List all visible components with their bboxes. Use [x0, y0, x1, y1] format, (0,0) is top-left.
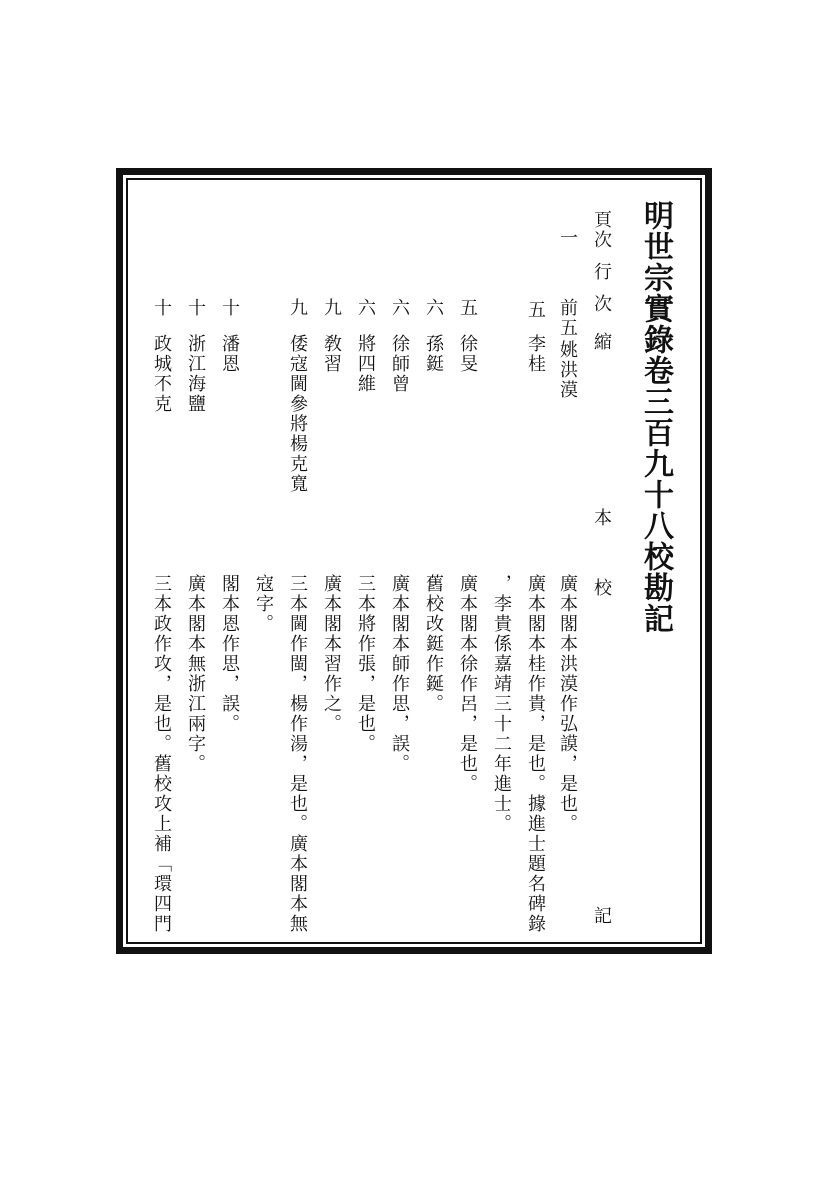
entry-note: 廣本閣本桂作貴，是也。據進士題名碑錄: [525, 574, 546, 934]
entry-note: 廣本閣本洪漠作弘謨，是也。: [557, 574, 578, 834]
entry-text: 浙江海鹽: [185, 334, 206, 414]
entry-page: 九: [321, 298, 342, 316]
entry-note: 廣本閣本徐作呂，是也。: [457, 574, 478, 794]
entry-note: 寇字。: [253, 574, 274, 634]
entry-text: 孫鋌: [423, 334, 444, 374]
header-check-label: 校: [591, 578, 612, 598]
entry-page: 六: [355, 298, 376, 316]
entry-note: 三本政作攻，是也。舊校攻上補「環四門: [151, 574, 172, 934]
entry-text: 李桂: [525, 334, 546, 374]
header-note-label: 記: [591, 906, 612, 926]
entry-note: 三本閫作閩，楊作湯，是也。廣本閣本無: [287, 574, 308, 934]
header-entry-label: 縮: [591, 332, 612, 352]
document-title: 明世宗實錄卷三百九十八校勘記: [638, 200, 673, 634]
entry-text: 姚洪漠: [557, 340, 578, 400]
entry-page: 六: [389, 298, 410, 316]
entry-line: 五: [525, 300, 546, 320]
entry-page: 十: [151, 298, 172, 316]
entry-note: 三本將作張，是也。: [355, 574, 376, 754]
page-border-inner: [126, 178, 702, 944]
entry-text: 倭寇閫參將楊克寬: [287, 334, 308, 494]
entry-text: 徐師曾: [389, 334, 410, 394]
entry-text: 政城不克: [151, 334, 172, 414]
entry-text: 潘恩: [219, 334, 240, 374]
entry-note: ，李貴係嘉靖三十二年進士。: [491, 574, 512, 834]
header-line-label: 行: [591, 262, 612, 282]
entry-page: 十: [219, 298, 240, 316]
entry-note: 廣本閣本無浙江兩字。: [185, 574, 206, 774]
header-order-label: 次: [591, 294, 612, 314]
header-page-label: 頁次: [591, 210, 612, 250]
entry-text: 徐旻: [457, 334, 478, 374]
entry-text: 敎習: [321, 334, 342, 374]
entry-page: 五: [457, 298, 478, 316]
entry-text: 將四維: [355, 334, 376, 394]
entry-line: 前五: [557, 298, 578, 338]
entry-page: 九: [287, 298, 308, 316]
entry-note: 閣本恩作思，誤。: [219, 574, 240, 734]
header-text-label: 本: [591, 508, 612, 528]
entry-note: 廣本閣本習作之。: [321, 574, 342, 734]
entry-page: 十: [185, 298, 206, 316]
entry-note: 舊校改鋌作鋋。: [423, 574, 444, 714]
entry-page: 六: [423, 298, 444, 316]
entry-note: 廣本閣本師作思，誤。: [389, 574, 410, 774]
entry-page: 一: [557, 228, 578, 246]
